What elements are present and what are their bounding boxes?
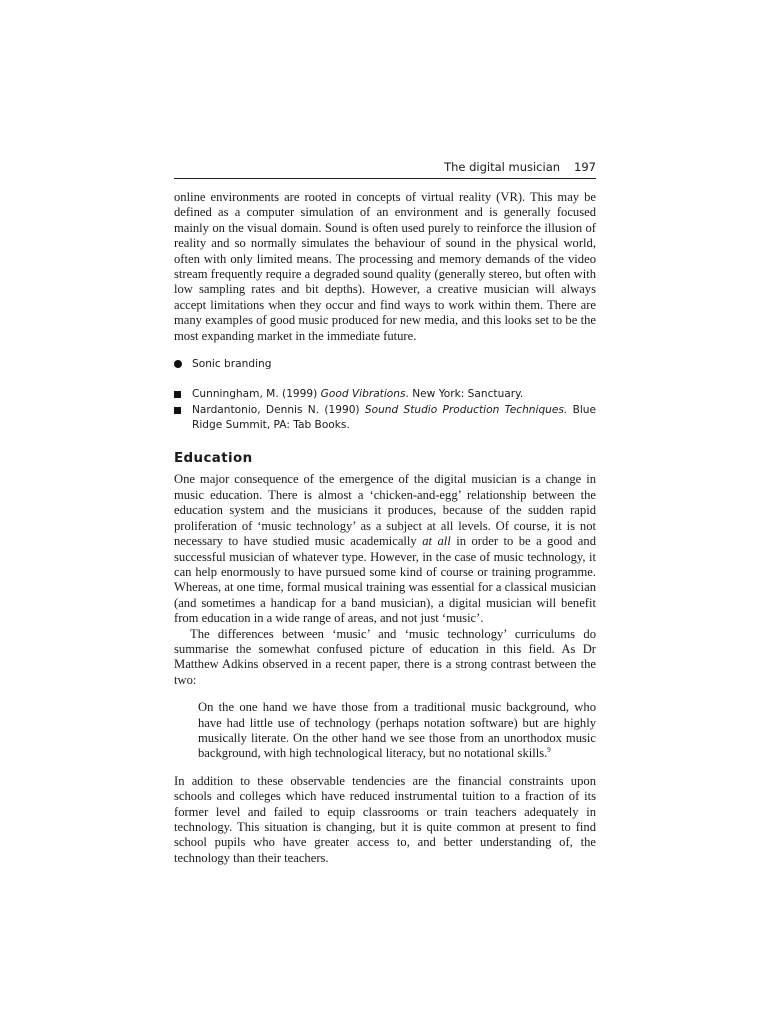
education-paragraph-1: One major consequence of the emergence of the digital musician is a change in music education. There is almost a ‘chicken-and-egg’ relationship between the education system and the musicians it produces, because of the sudden rapid proliferation of ‘music technology’ as a subject at all levels. Of course, it is not necessary to have studied music academically at all in order to be a good and successful musician of whatever type. However, in the case of music technology, it can help enormously to have pursued some kind of course or training programme. Whereas, at one time, formal musical training was essential for a classical musician (and sometimes a handicap for a band musician), a digital musician will benefit from education in a wide range of areas, and not just ‘music’. [174,472,596,626]
topic-bullet [174,357,596,373]
running-title: The digital musician [444,160,561,174]
education-paragraph-2: The differences between ‘music’ and ‘music technology’ curriculums do summarise the somewhat confused picture of education in this field. As Dr Matthew Adkins observed in a recent paper, there is a strong contrast between the two: [174,626,596,687]
section-heading: Education [174,451,253,467]
reference-text: Cunningham, M. (1999) Good Vibrations. New York: Sanctuary. [192,388,524,401]
intro-paragraph: online environments are rooted in concepts of virtual reality (VR). This may be defined as a computer simulation of an environment and is generally focused mainly on the visual domain. Sound is often used purely to reinforce the illusion of reality and so normally simulates the behaviour of sound in the physical world, often with only limited means. The processing and memory demands of the video stream frequently require a degraded sound quality (generally stereo, but often with low sampling rates and bit depths). However, a creative musician will always accept limitations when they occur and find ways to work within them. There are many examples of good music produced for new media, and this looks set to be the most expanding market in the immediate future. [174,190,596,343]
square-bullet-icon [174,387,192,403]
bullet-dot-icon [174,357,192,373]
topic-bullet-label: Sonic branding [192,358,272,371]
page-number: 197 [574,160,596,174]
reference-title: Good Vibrations [320,388,406,401]
reference-item [174,403,596,433]
running-header [174,160,596,179]
block-quote: On the one hand we have those from a traditional music background, who have had little use of technology (perhaps notation software) but are highly musically literate. On the other hand we see those from an unorthodox music background, with high technological literacy, but no notational skills.$^9$ [198,700,596,761]
square-bullet-icon [174,403,192,419]
education-paragraph-3: In addition to these observable tendencies are the financial constraints upon schools and colleges which have reduced instrumental tuition to a fraction of its former level and failed to equip classrooms or train teachers adequately in technology. This situation is changing, but it is quite common at present to find school pupils who have greater access to, and better understanding of, the technology than their teachers. [174,773,596,865]
page-body [174,190,596,866]
footnote-marker: 9 [547,746,551,755]
reference-text: Nardantonio, Dennis N. (1990) Sound Studio Production Techniques. Blue Ridge Summit, PA: Tab Books. [192,404,597,432]
emphasis-text: at all [422,534,451,549]
reference-title: Sound Studio Production Techniques. [364,404,568,417]
reference-item [174,387,596,403]
reference-list [174,387,596,433]
